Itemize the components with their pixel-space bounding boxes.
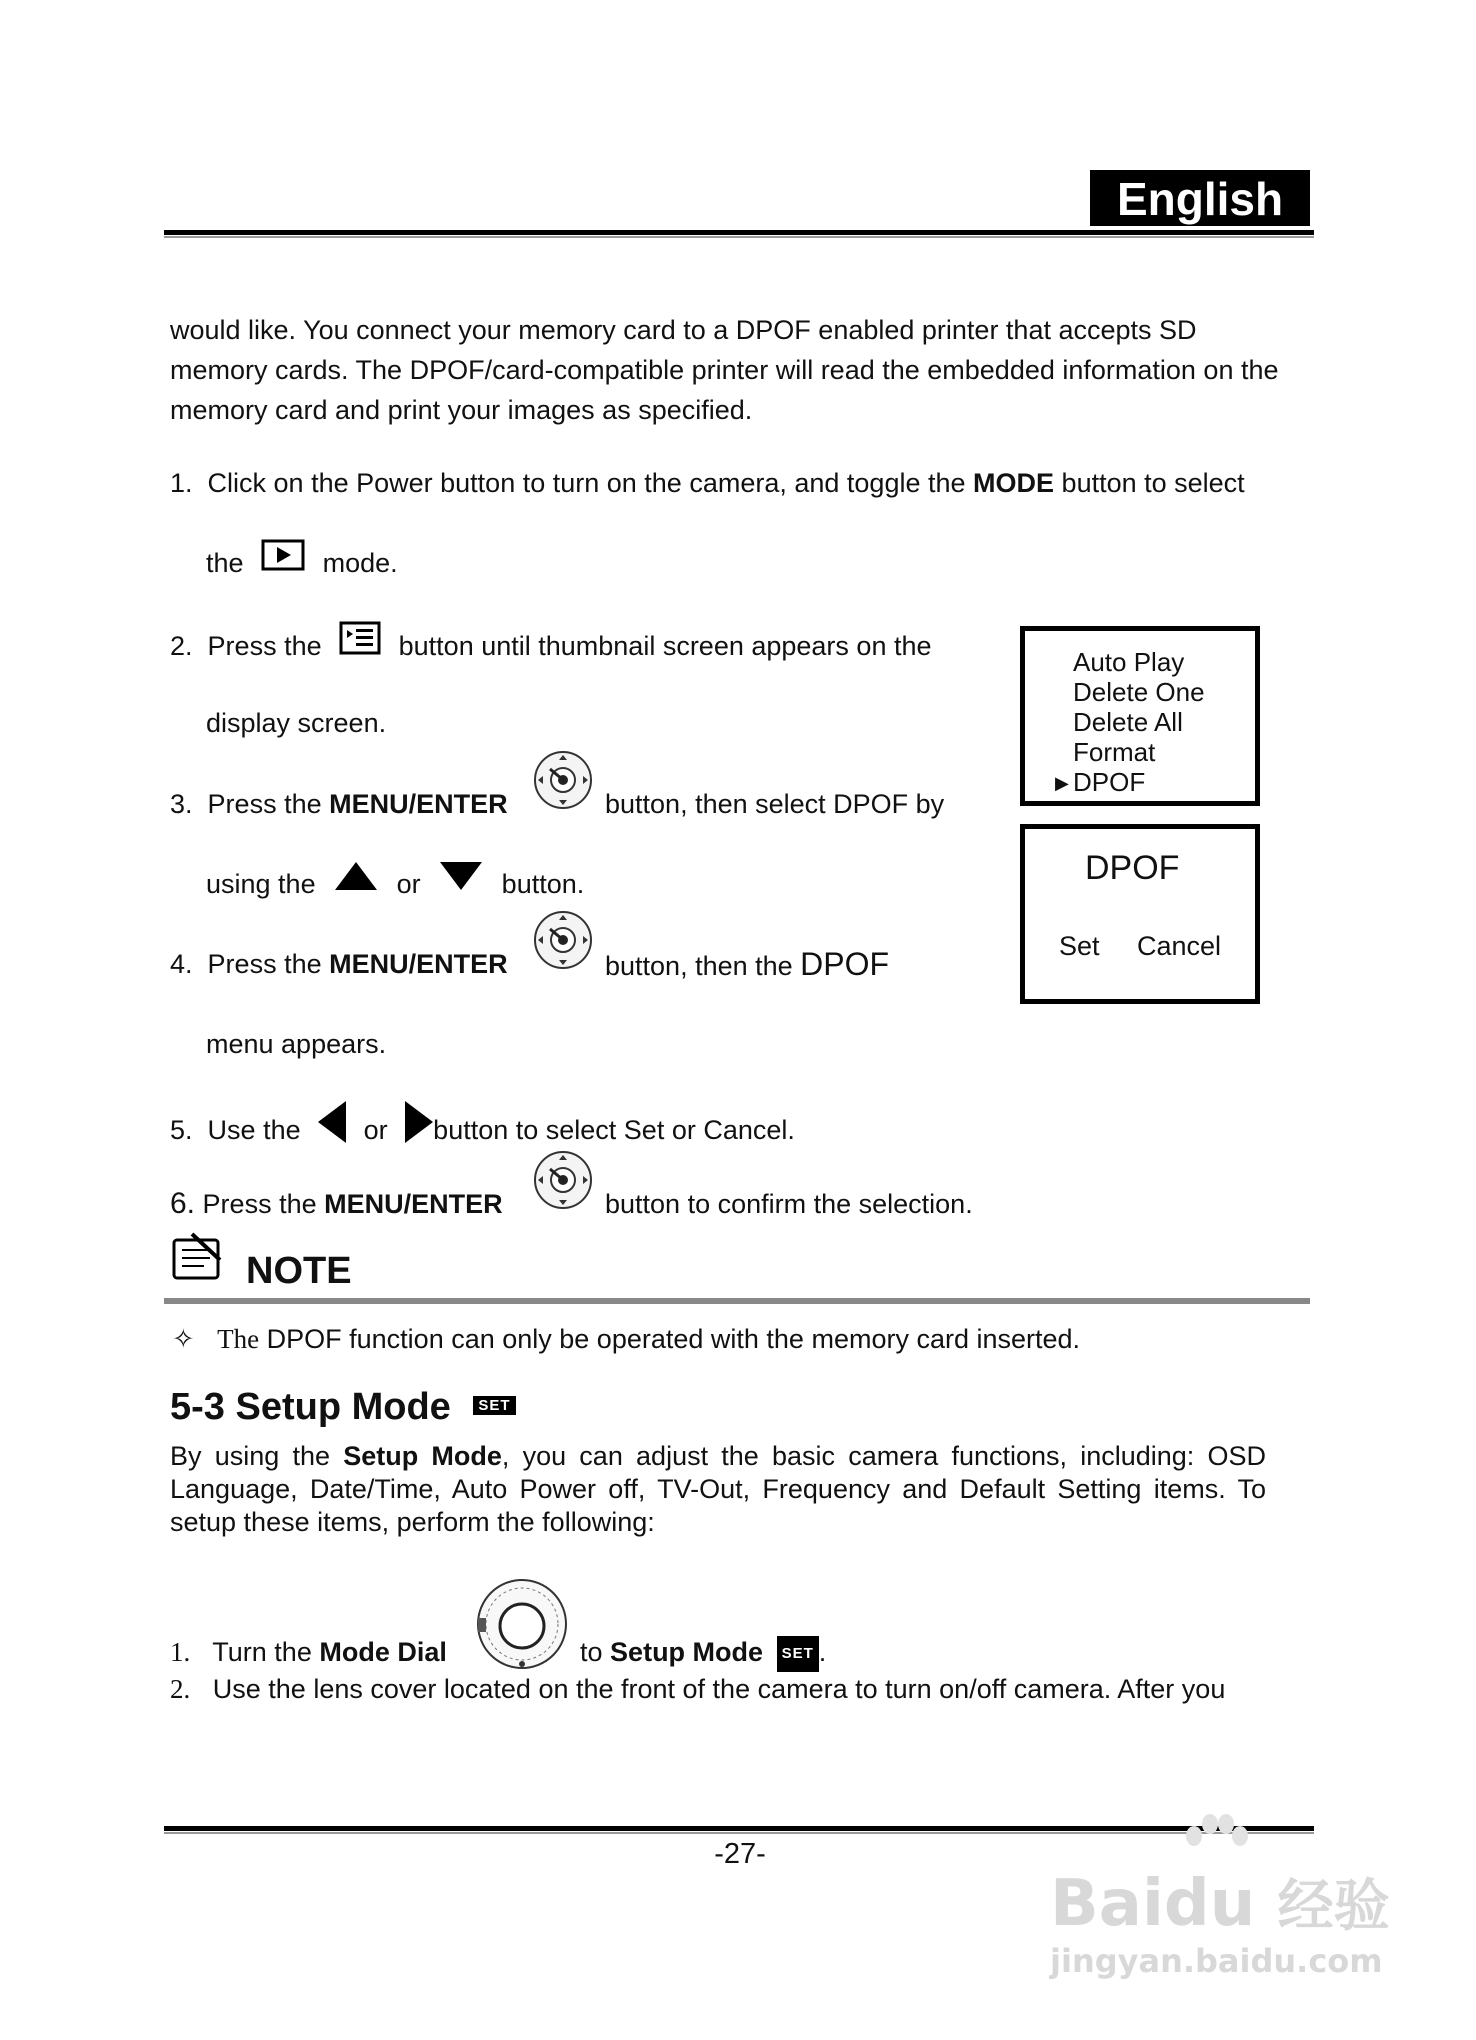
baidu-watermark: Baidu 经验: [1050, 1867, 1390, 1941]
section-body: By using the Setup Mode, you can adjust the basic camera functions, including: OSD Language, Date/Time, Auto Power off, TV-Out, Frequency and Default Setting items. To setup these items, perform the following:: [170, 1441, 1266, 1537]
up-arrow-icon: [335, 862, 377, 898]
baidu-url-watermark: jingyan.baidu.com: [1050, 1942, 1383, 1980]
lcd-dpof-dialog: [1020, 824, 1260, 1004]
step-4-post: button, then the DPOF: [605, 946, 890, 982]
left-arrow-icon: [318, 1101, 346, 1151]
language-tab: English: [1090, 170, 1310, 226]
note-icon: [170, 1230, 226, 1287]
setup-step-2: 2. Use the lens cover located on the front of the camera to turn on/off camera. After you: [170, 1674, 1226, 1704]
header-rule-shadow: [164, 236, 1314, 238]
setup-mode-icon: SET: [473, 1396, 515, 1415]
mode-dial-icon: [474, 1576, 570, 1677]
dpof-title: DPOF: [1085, 849, 1180, 887]
menu-enter-button-icon: [532, 749, 594, 816]
setup-mode-icon: SET: [777, 1636, 819, 1672]
playback-icon: [261, 539, 305, 579]
menu-list-icon: [339, 621, 381, 663]
selection-marker-icon: ▶: [1055, 773, 1069, 793]
step-4: 4. Press the MENU/ENTER: [170, 949, 508, 979]
intro-paragraph: would like. You connect your memory card to a DPOF enabled printer that accepts SD memory cards. The DPOF/card-compatible printer will read the embedded information on the memory card and print your images as specified.: [170, 315, 1279, 425]
step-6-post: button to confirm the selection.: [605, 1189, 973, 1219]
footer-rule-shadow: [164, 1832, 1314, 1834]
note-text: ✧ The DPOF function can only be operated with the memory card inserted.: [172, 1324, 1081, 1354]
step-5: 5. Use the or button to select Set or Cancel.: [170, 1107, 795, 1157]
note-rule: [164, 1298, 1310, 1304]
step-4-line2: menu appears.: [206, 1029, 387, 1059]
menu-enter-button-icon: [532, 909, 594, 976]
step-1-line2: the mode.: [206, 545, 398, 585]
dpof-cancel-option: Cancel: [1137, 931, 1222, 961]
step-2: 2. Press the button until thumbnail screen appears on the: [170, 627, 932, 669]
step-3: 3. Press the MENU/ENTER: [170, 789, 508, 819]
header-rule: [164, 230, 1314, 235]
lcd-menu-item-selected: DPOF: [1073, 767, 1146, 797]
setup-step-1: 1. Turn the Mode Dial: [170, 1637, 447, 1667]
lcd-menu-item: Delete One: [1073, 677, 1205, 707]
step-2-line2: display screen.: [206, 708, 387, 738]
dpof-set-option: Set: [1059, 931, 1100, 961]
step-6: 6. Press the MENU/ENTER: [170, 1187, 503, 1220]
lcd-menu-item: Format: [1073, 737, 1156, 767]
down-arrow-icon: [440, 862, 482, 898]
step-number: 1.: [170, 468, 193, 498]
menu-enter-button-icon: [532, 1149, 594, 1216]
lcd-menu-item: Delete All: [1073, 707, 1183, 737]
right-arrow-icon: [405, 1101, 433, 1151]
lcd-menu-item: Auto Play: [1073, 647, 1185, 677]
setup-step-1-post: to Setup Mode SET .: [580, 1635, 826, 1672]
paw-icon: [1180, 1812, 1250, 1877]
note-bullet-icon: ✧: [172, 1324, 195, 1354]
step-3-post: button, then select DPOF by: [605, 789, 945, 819]
page-number: -27-: [714, 1838, 766, 1870]
step-1: 1. Click on the Power button to turn on the camera, and toggle the MODE button to select: [170, 468, 1245, 498]
section-title: 5-3 Setup Mode SET: [170, 1386, 516, 1429]
lcd-playback-menu: [1020, 626, 1260, 806]
step-3-line2: using the or button.: [206, 867, 584, 904]
footer-rule: [164, 1826, 1314, 1831]
note-title: NOTE: [246, 1250, 352, 1292]
